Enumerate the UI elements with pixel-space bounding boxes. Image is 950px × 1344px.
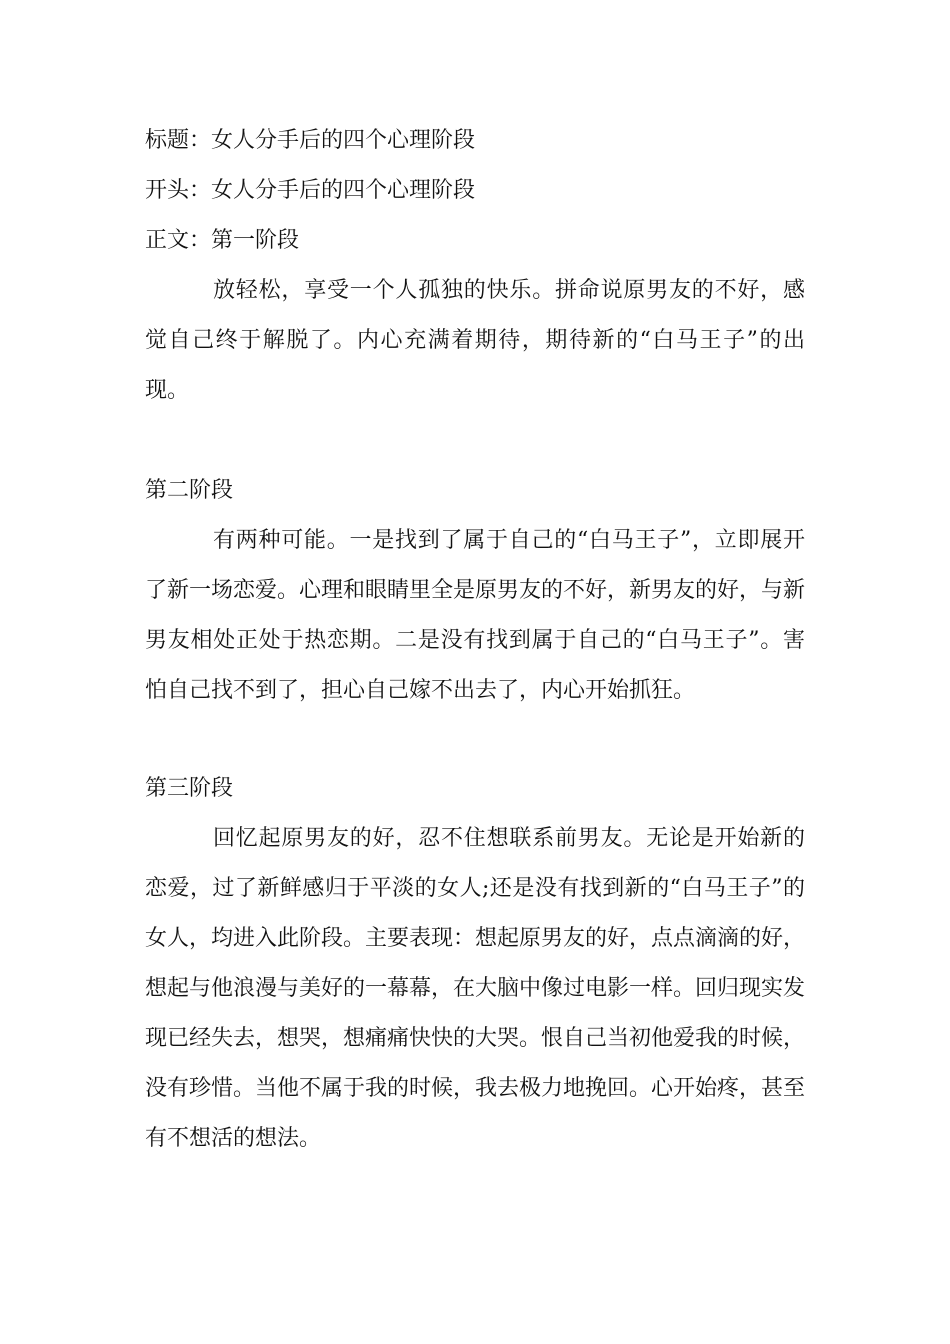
body-label-line: 正文：第一阶段 <box>145 228 300 253</box>
stage-three-heading: 第三阶段 <box>145 776 234 801</box>
stage-one-paragraph: 放轻松，享受一个人孤独的快乐。拼命说原男友的不好，感觉自己终于解脱了。内心充满着期待，期待新的“白马王子”的出现。 <box>145 278 805 403</box>
opening-line: 开头：女人分手后的四个心理阶段 <box>145 178 476 203</box>
stage-three-paragraph: 回忆起原男友的好，忍不住想联系前男友。无论是开始新的恋爱，过了新鲜感归于平淡的女人;还是没有找到新的“白马王子”的女人，均进入此阶段。主要表现：想起原男友的好，点点滴滴的好，想起与他浪漫与美好的一幕幕，在大脑中像过电影一样。回归现实发现已经失去，想哭，想痛痛快快的大哭。恨自己当初他爱我的时候，没有珍惜。当他不属于我的时候，我去极力地挽回。心开始疼，甚至有不想活的想法。 <box>145 826 806 1151</box>
stage-two-heading: 第二阶段 <box>145 478 234 503</box>
title-line: 标题：女人分手后的四个心理阶段 <box>145 128 476 153</box>
stage-two-paragraph: 有两种可能。一是找到了属于自己的“白马王子”，立即展开了新一场恋爱。心理和眼睛里全是原男友的不好，新男友的好，与新男友相处正处于热恋期。二是没有找到属于自己的“白马王子”。害怕自己找不到了，担心自己嫁不出去了，内心开始抓狂。 <box>145 528 806 703</box>
